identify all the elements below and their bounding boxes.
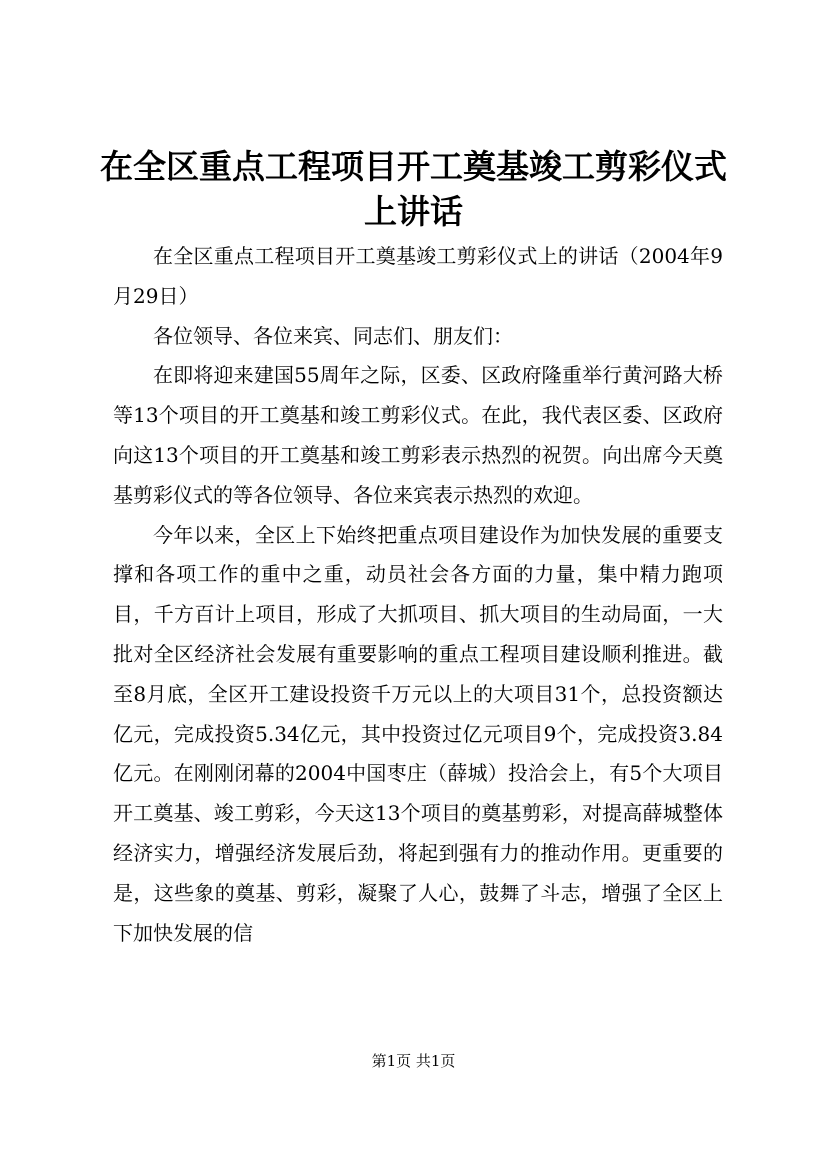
document-body <box>113 237 723 953</box>
paragraph-opening: 在即将迎来建国55周年之际，区委、区政府隆重举行黄河路大桥等13个项目的开工奠基和竣工剪彩仪式。在此，我代表区委、区政府向这13个项目的开工奠基和竣工剪彩表示热烈的祝贺。向出席今天奠基剪彩仪式的等各位领导、各位来宾表示热烈的欢迎。 <box>113 363 723 507</box>
page-footer: 第1页 共1页 <box>371 1052 456 1070</box>
document-title: 在全区重点工程项目开工奠基竣工剪彩仪式上讲话 <box>100 147 727 231</box>
paragraph-salutation: 各位领导、各位来宾、同志们、朋友们： <box>153 323 513 348</box>
paragraph-heading-line: 在全区重点工程项目开工奠基竣工剪彩仪式上的讲话（2004年9月29日） <box>113 244 723 308</box>
paragraph-progress: 今年以来，全区上下始终把重点项目建设作为加快发展的重要支撑和各项工作的重中之重，动员社会各方面的力量，集中精力跑项目，千方百计上项目，形成了大抓项目、抓大项目的生动局面，一大批对全区经济社会发展有重要影响的重点工程项目建设顺利推进。截至8月底，全区开工建设投资千万元以上的大项目31个，总投资额达亿元，完成投资5.34亿元，其中投资过亿元项目9个，完成投资3.84亿元。在刚刚闭幕的2004中国枣庄（薛城）投洽会上，有5个大项目开工奠基、竣工剪彩，今天这13个项目的奠基剪彩，对提高薛城整体经济实力，增强经济发展后劲，将起到强有力的推动作用。更重要的是，这些象的奠基、剪彩，凝聚了人心，鼓舞了斗志，增强了全区上下加快发展的信 <box>113 522 723 945</box>
